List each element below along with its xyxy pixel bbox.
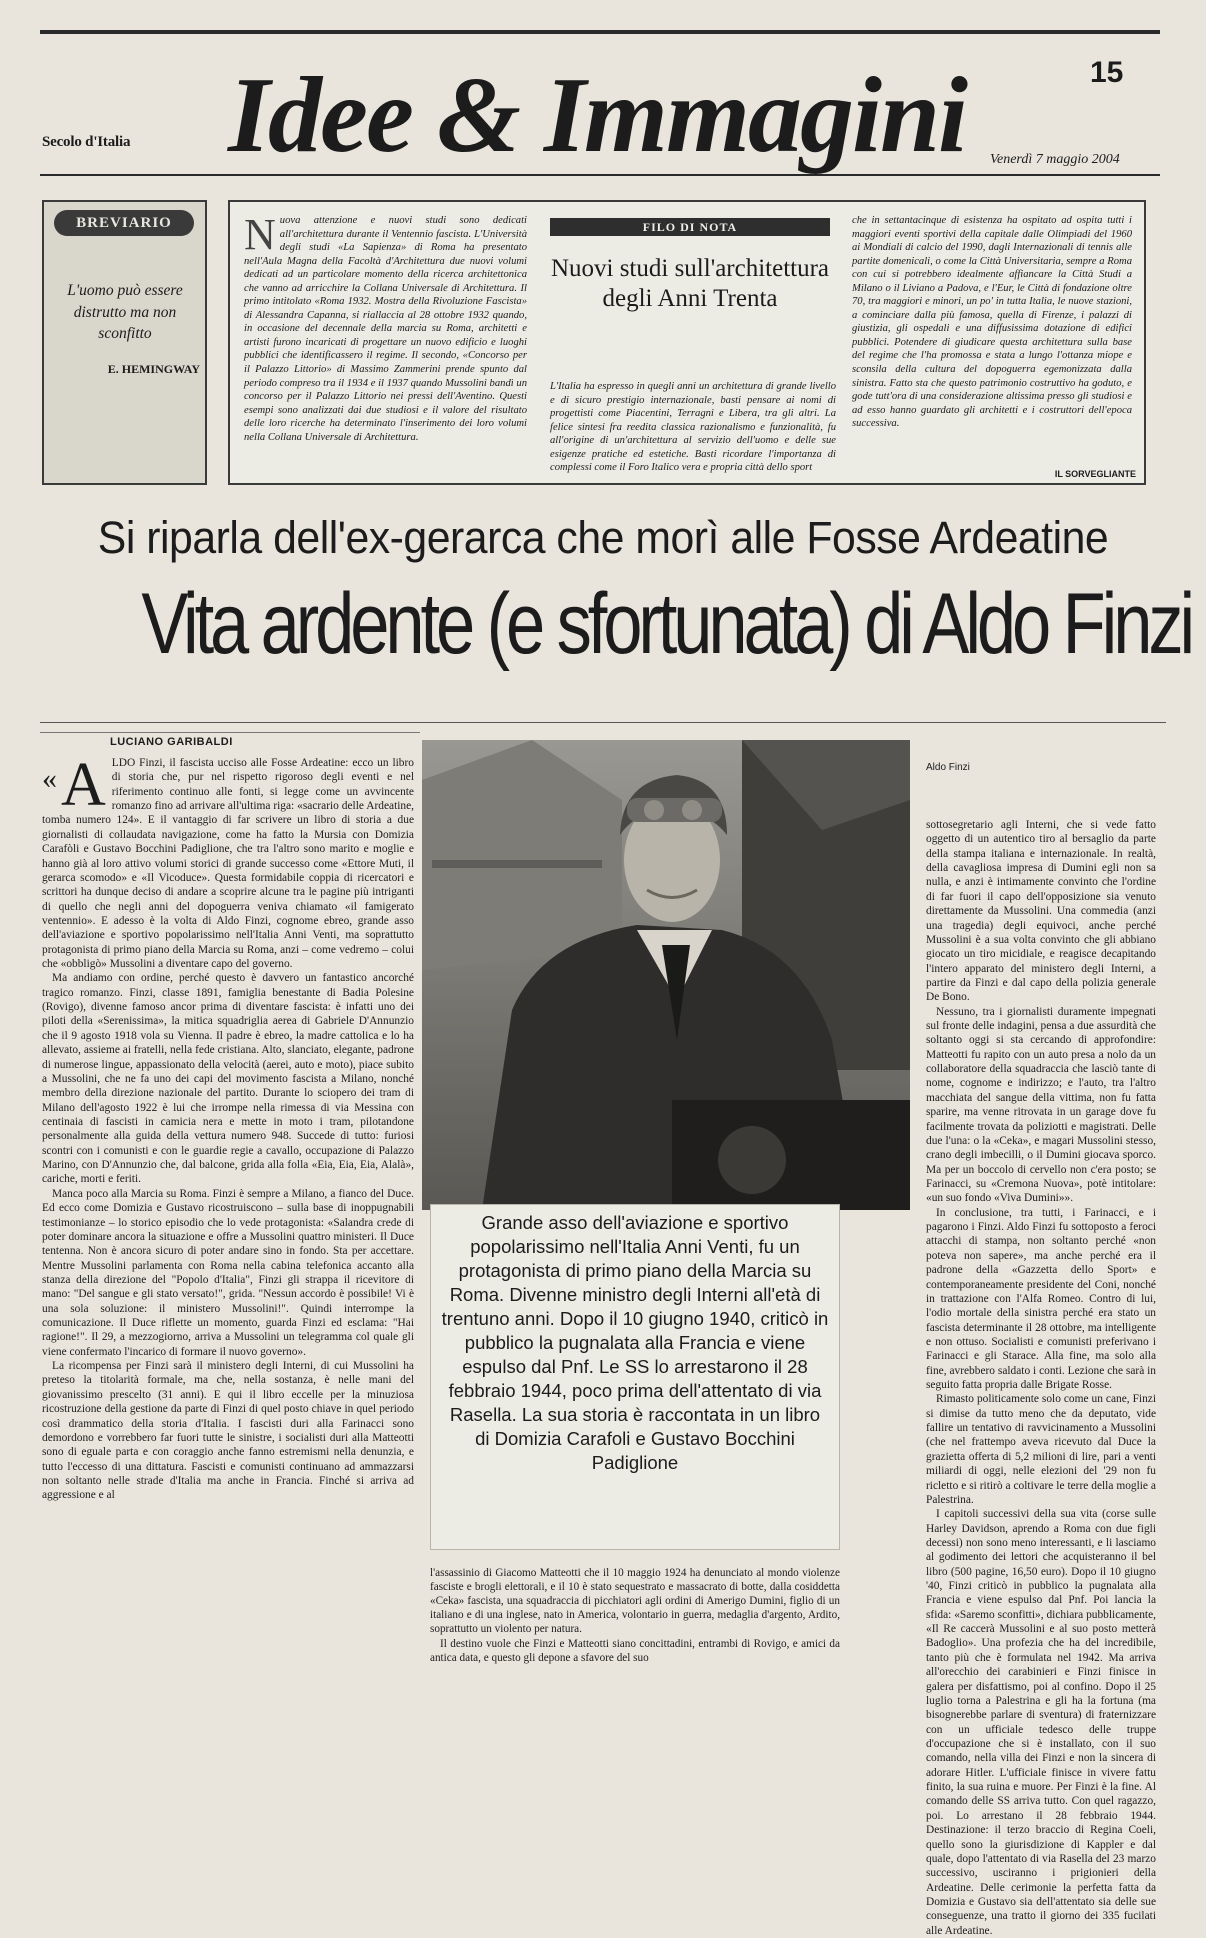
paragraph: l'assassinio di Giacomo Matteotti che il 10 maggio 1924 ha denunciato al mondo violenze fasciste e brogli elettorali, e il 10 è stato sequestrato e massacrato di botte, dalla cosiddetta «Ceka» fascista, una squadraccia di picchiatori agli ordini di Amerigo Dumini, figlio di un italiano e di una inglese, nato in America, volontario in guerra, medaglia d'argento, Ardito, soprattutto un violento per natura.	[430, 1567, 840, 1636]
paragraph: LDO Finzi, il fascista ucciso alle Fosse Ardeatine: ecco un libro di storia che, pur nel rispetto rigoroso degli eventi e nel riferimento continuo alle fonti, si legge come un avvincente romanzo fino ad arrivare all'ultima riga: «sacrario delle Ardeatine, tomba numero 124». E il vantaggio di far scrivere un libro di storia a due giornalisti di collaudata navigazione, come ha fatto la Mursia con Domizia Carafòli e Gustavo Bocchini Padiglione, che tra l'altro sono marito e moglie e hanno già al loro attivo volumi storici di grande successo come «Ettore Muti, il gerarca scomodo» e «Il Vicoduce». Questa formidabile coppia di ricercatori e scrittori ha dunque deciso di andare a scoprire alcune tra le pagine più intriganti di quello che negli anni del dopoguerra veniva chiamato «il famigerato ventennio». E adesso è la volta di Aldo Finzi, cognome ebreo, grande asso dell'aviazione e sportivo popolarissimo nell'Italia Anni Venti, ma soprattutto protagonista di primo piano della Marcia su Roma, anzi – come vedremo – colui che «obbligò» Mussolini a diventare capo del governo.	[42, 757, 414, 971]
paragraph: Manca poco alla Marcia su Roma. Finzi è sempre a Milano, a fianco del Duce. Ed ecco come Domizia e Gustavo ricostruiscono – sulla base di inoppugnabili testimonianze – lo storico episodio che lo vede protagonista: «Salandra crede di poter dominare ancora la situazione e offre a Mussolini quattro ministeri. Il Duce tentenna. Non è ancora sicuro di poter andare sino in fondo. Sta per accettare. Mentre Mussolini parlamenta con Roma nella cabina telefonica accanto alla stanza della direzione del "Popolo d'Italia", Finzi gli strappa il ricevitore di mano: "Del sangue e gli stato versato!", grida. "Nessun accordo è possibile! Vi è una sola soluzione: il ministero Mussolini!". Quindi interrompe la comunicazione. Il Duce riflette un momento, guarda Finzi ed esclama: "Hai ragione!". Il 29, a mezzogiorno, arriva a Mussolini un telegramma col quale gli viene confermato l'incarico di formare il nuovo governo».	[42, 1187, 414, 1358]
paragraph: I capitoli successivi della sua vita (corse sulle Harley Davidson, aprendo a Roma con due figli decessi) non sono meno interessanti, e li lasciamo al godimento dei lettori che acquisteranno il bel libro (500 pagine, 16,50 euro). Dopo il 10 giugno '40, Finzi criticò in pubblico la pugnalata alla Francia e viene espulso dal Pnf. Poi lancia la sfida: «Saremo sconfitti», dichiara pubblicamente, «Il Re caccerà Mussolini e al suo posto metterà Badoglio». Una profezia che ha del incredibile, tanto più che è formulata nel 1942. Ma arriva all'orecchio dei carabinieri e Finzi finisce in galera per disfattismo, poi al confino. Dopo il 25 luglio torna a Palestrina e gli ha la fortuna (ma bisognerebbe parlare di sventura) di fraternizzare con un ufficiale tedesco delle truppe d'occupazione che si è installato, con il suo comando, nella villa dei Finzi e non la sincera di adorare Hitler. L'ufficiale finisce in vivere fattu finito, la sua ruina e muore. Per Finzi è la fine. Al comando delle SS arriva tutto. Con quel ragazzo, poi. Lo arrestano il 28 febbraio 1944. Destinazione: il terzo braccio di Regina Coeli, quello sono la giurisdizione di Kappler e dal quale, dopo l'attentato di via Rasella del 23 marzo successivo, usciranno i prigionieri della Ardeatine. Delle cerimonie la perfetta fatta da Domizia e Gustavo sia dell'attentato sia delle sue conseguenze, una tratto il giorno dei 335 fucilati alle Ardeatine.	[926, 1508, 1156, 1937]
filo-di-nota-header: FILO DI NOTA	[550, 218, 830, 236]
newspaper-name: Secolo d'Italia	[42, 134, 131, 150]
byline: LUCIANO GARIBALDI	[110, 736, 233, 748]
breviario-header: BREVIARIO	[54, 210, 194, 236]
breviario-box	[42, 200, 207, 485]
paragraph: Nessuno, tra i giornalisti duramente impegnati sul fronte delle indagini, pensa a due assurdità che soltanto oggi si sta cercando di approfondire: Matteotti fu rapito con un auto presa a nolo da un collaboratore della squadraccia che lasciò tante di nome, cognome e indirizzo; e l'auto, tra l'altro macchiata del sangue della vittima, non fu fatta sparire, ma venne ritrovata in un garage dove fu facilmente trovata da poliziotti e magistrati. Delle due l'una: o la «Ceka», e magari Mussolini stesso, crano degli imbecilli, o il Dumini giocava sporco. Ma per un boccolo di cervello non c'era posto; se Farinacci, su «Cremona Nuova», potè intitolare: «un suo fondo «Viva Dumini»».	[926, 1005, 1156, 1205]
headline-rule	[40, 722, 1166, 723]
box-column-3: che in settantacinque di esistenza ha ospitato ad ospita tutti i maggiori eventi sportivi della capitale dalle Olimpiadi del 1960 ai Mondiali di calcio del 1990, dagli Internazionali di tennis alle partite domenicali, o come la Città Universitaria, sempre a Roma con cui si potrebbero idealmente affiancare la Città Studi a Milano o il Liviano a Padova, e l'Eur, le Città di fondazione oltre 70, tra maggiori e minori, un po' in tutta Italia, le nuove stazioni, a cominciare dalla più famosa, quella di Firenze, i palazzi di giustizia, gli ospedali e una diffusissima dotazione di edifici pubblici. Potendere di giudicare questa architettura sulla base del regime che l'ha promossa e stata a lungo l'ottanza miope e sconsila della cultura del dopoguerra egemonizzata dalla sinistra. Fatto sta che questo patrimonio costruttivo ha goduto, e gode tutt'ora di una considerazione altissima presso gli studiosi e ad esso hanno guardato gli architetti e i costruttori dell'epoca successiva.	[852, 215, 1132, 430]
article-column-left	[42, 751, 414, 1503]
article-column-middle	[430, 1566, 840, 1665]
photo-caption: Aldo Finzi	[926, 762, 970, 773]
box-title: Nuovi studi sull'architettura degli Anni Trenta	[550, 255, 830, 312]
box-column-2: L'Italia ha espresso in quegli anni un architettura di grande livello e di sicuro prestigio internazionale, basti pensare ai nomi di progettisti come Piacentini, Terragni e Libera, tra gli altri. La felice sintesi fra reedita classica razionalismo e funzionalità, fu all'origine di un'architettura al servizio dell'uomo e delle sue esigenze pratiche ed estetiche. Basti ricordare l'importanza di complessi come il Foro Italico vera e propria città dello sport	[550, 381, 836, 474]
dropcap: A	[61, 751, 106, 819]
paragraph: Rimasto politicamente solo come un cane, Finzi si dimise da tutto meno che da deputato, vide fallire un tentativo di ravvicinamento a Mussolini (che nel frattempo aveva ricevuto dal Duce la grazietta offerta di 5,2 milioni di lire, pari a venti miliardi di oggi, nelle elezioni del '29 non fu ricletto e si ritirò a coltivare le terre della moglie a Palestrina.	[926, 1393, 1156, 1506]
paragraph: sottosegretario agli Interni, che si vede fatto oggetto di un autentico tiro al bersaglio da parte della stampa italiana e internazionale. In realtà, della cavagliosa impresa di Dumini egli non sa nulla, e anzi è intimamente convinto che l'ordine di far fuori il capo dell'opposizione sia venuto direttamente da Mussolini. Una commedia (anzi una tragedia) degli equivoci, anche perché Mussolini è a sua volta convinto che gli abbiano giocato un tiro micidiale, e reagisce decapitando l'intero apparato del ministero degli Interni, a partire da Finzi e dal capo della polizia generale De Bono.	[926, 819, 1156, 1004]
breviario-quote: L'uomo può essere distrutto ma non sconfitto	[67, 282, 183, 343]
article-headline: Vita ardente (e sfortunata) di Aldo Finzi	[141, 576, 1192, 672]
paragraph: Ma andiamo con ordine, perché questo è davvero un fantastico ancorché tragico romanzo. Finzi, classe 1891, famiglia benestante di Badia Polesine (Rovigo), divenne famoso ancor prima di diventare fascista: è infatti uno dei piloti della «Serenissima», la mitica squadriglia aerea di Gabriele D'Annunzio che il 9 agosto 1918 vola su Vienna. Il padre è ebreo, la madre cattolica e lo ha allevato, assieme ai fratelli, nella fede cristiana. Alto, slanciato, elegante, padrone di numerose lingue, appassionato della velocità (aerei, auto e moto), piace subito a Mussolini, che ne fa uno dei capi del movimento fascista a Milano, nonché membro della direzione nazionale del partito. Durante lo sciopero dei tram di Milano dell'agosto 1922 è lui che irrompe nella rimessa di via Messina con centinaia di fascisti in camicia nera e mette in moto i tram, pilotandone personalmente alla guida della vettura numero 948. Succede di tutto: furiosi scontri con i comunisti e con le guardie regie a cavallo, occupazione di Palazzo Marino, con D'Annunzio che, dal balcone, grida alla folla «Eia, Eia, Eia, Alalà», cariche, morti e feriti.	[42, 972, 414, 1186]
article-kicker: Si riparla dell'ex-gerarca che morì alle Fosse Ardeatine	[97, 512, 1109, 563]
portrait-photo-aldo-finzi	[422, 740, 910, 1210]
dropcap: N	[244, 210, 276, 259]
box-column-1-text: uova attenzione e nuovi studi sono dedicati all'architettura durante il Ventennio fascista. L'Università degli studi «La Sapienza» di Roma ha presentato nell'Aula Magna della Facoltà d'Architettura due nuovi volumi dedicati ad un particolare momento della ricerca architettonica che vanno ad arricchire la Collana Universale di Architettura. Il primo intitolato «Roma 1932. Mostra della Rivoluzione Fascista» di Alessandra Capanna, si riallaccia al 28 ottobre 1932 quando, in occasione del decennale della marcia su Roma, architetti e artisti furono incaricati di progettare un nuovo edificio e luoghi pubblici che identificassero il regime. Il secondo, «Concorso per il Palazzo Littorio» di Massimo Zammerini prende spunto dal periodo compreso tra il 1934 e il 1937 quando Mussolini bandì un concorso per il Palazzo Littorio nei pressi dell'Aventino. Questi esempi sono analizzati dai due studiosi e il valore del risultato delle loro ricerche ha determinato l'inserimento dei loro volumi nella Collana Universale di Architettura.	[244, 215, 527, 443]
opening-quote-mark: «	[42, 762, 57, 795]
top-rule	[40, 30, 1160, 34]
breviario-author: E. HEMINGWAY	[107, 362, 200, 376]
paragraph: La ricompensa per Finzi sarà il ministero degli Interni, di cui Mussolini ha preteso la titolarità formale, ma che, nella sostanza, è nelle mani del giovanissimo prescelto (31 anni). E qui il libro eccelle per la minuziosa ricostruzione della gestione da parte di Finzi di quel posto chiave in quel periodo così drammatico della storia d'Italia. I fascisti duri alla Farinacci sono demordono e vorrebbero far fuori tutte le sinistre, i socialisti duri alla Matteotti sono di eguale parta e con coraggio anche fanno estremismi nella denunzia, e tutto l'eccesso di una dittatura. Fascisti e comunisti continuano ad ammazzarsi non soltanto nelle strade d'Italia ma anche in Francia. Finché si arriva ad aggressione e al	[42, 1360, 414, 1502]
portrait-photo-illustration	[422, 740, 910, 1210]
page-number: 15	[1090, 56, 1124, 89]
article-column-right	[926, 818, 1156, 1938]
issue-date: Venerdì 7 maggio 2004	[990, 152, 1120, 167]
byline-rule	[40, 732, 420, 733]
box-column-1	[244, 210, 527, 444]
masthead-rule	[40, 174, 1160, 176]
section-masthead: Idee & Immagini	[228, 56, 967, 175]
architecture-note-box	[228, 200, 1146, 485]
pull-quote: Grande asso dell'aviazione e sportivo popolarissimo nell'Italia Anni Venti, fu un protagonista di primo piano della Marcia su Roma. Divenne ministro degli Interni all'età di trentuno anni. Dopo il 10 giugno 1940, criticò in pubblico la pugnalata alla Francia e viene espulso dal Pnf. Le SS lo arrestarono il 28 febbraio 1944, poco prima dell'attentato di via Rasella. La sua storia è raccontata in un libro di Domizia Carafoli e Gustavo Bocchini Padiglione	[430, 1204, 840, 1550]
box-signature: IL SORVEGLIANTE	[1054, 469, 1136, 479]
paragraph: In conclusione, tra tutti, i Farinacci, e i pagarono i Finzi. Aldo Finzi fu sottoposto a feroci attacchi di stampa, non soltanto perché «non poteva non sapere», ma anche perché era il padrone della «Gazzetta dello Sport» e contemporaneamente presidente del Coni, nonché in trattazione con l'Alfa Romeo. Contro di lui, l'odio mortale della sinistra perché era stato un fascista determinante il 28 ottobre, ma intelligente e non ottuso. Socialisti e comunisti preferivano i Farinacci e gli Starace. Alla fine, ma solo alla fine, avrebbero saldato i conti. Lezione che sarà in seguito fatta propria dalle Brigate Rosse.	[926, 1206, 1156, 1392]
paragraph: Il destino vuole che Finzi e Matteotti siano concittadini, entrambi di Rovigo, e amici da antica data, e questo gli depone a sfavore del suo	[430, 1637, 840, 1664]
